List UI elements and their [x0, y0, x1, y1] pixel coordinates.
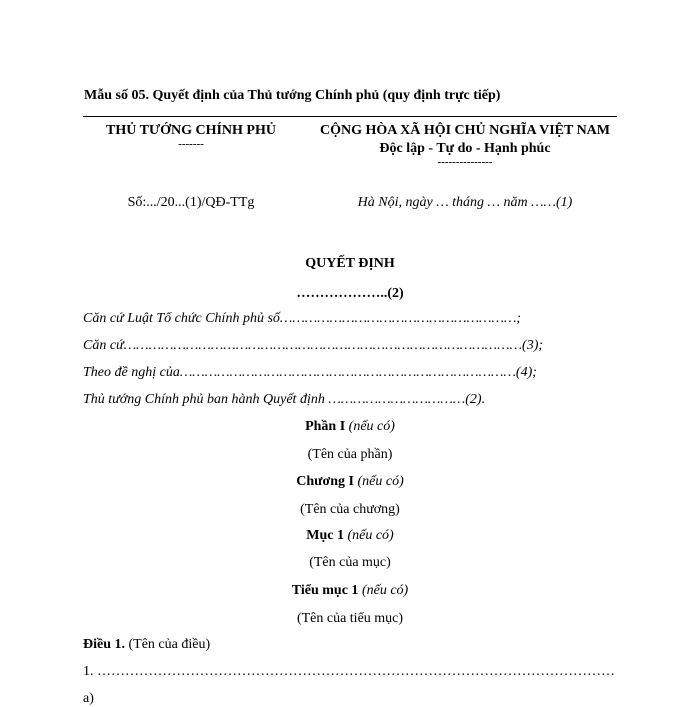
- part-name: (Tên của phần): [307, 447, 393, 462]
- article-1: [83, 637, 210, 653]
- subsection-name: (Tên của tiểu mục): [296, 611, 404, 626]
- subsection-label: Tiểu mục 1: [291, 583, 359, 598]
- legal-basis-line: Căn cứ……………………………………………………………………………………(3);: [83, 338, 544, 353]
- part-heading: [0, 419, 700, 435]
- legal-basis-line: Thủ tướng Chính phủ ban hành Quyết định ……………………………(2).: [83, 392, 486, 407]
- issuer-header: [84, 123, 298, 150]
- chapter-label: Chương I: [296, 474, 355, 489]
- decision-subject: ………………..(2): [296, 286, 404, 301]
- document-number: Số:.../20...(1)/QĐ-TTg: [127, 195, 255, 210]
- decision-title: QUYẾT ĐỊNH: [305, 256, 395, 271]
- point-a: a): [83, 691, 94, 706]
- article-label: Điều 1.: [83, 637, 125, 652]
- part-note: (nếu có): [348, 419, 395, 434]
- issuer-name: THỦ TƯỚNG CHÍNH PHỦ: [106, 123, 276, 138]
- state-motto: Độc lập - Tự do - Hạnh phúc: [379, 141, 551, 156]
- subsection-note: (nếu có): [361, 583, 409, 598]
- section-heading: [0, 528, 700, 544]
- clause-1: 1. …………………………………………………………………………………………………: [83, 664, 615, 679]
- title-divider: [83, 116, 617, 117]
- subsection-heading: [0, 583, 700, 599]
- section-name: (Tên của mục): [309, 555, 391, 570]
- section-note: (nếu có): [347, 528, 394, 543]
- section-label: Mục 1: [306, 528, 344, 543]
- state-name: CỘNG HÒA XÃ HỘI CHỦ NGHĨA VIỆT NAM: [319, 123, 610, 138]
- state-dash: ---------------: [437, 156, 493, 168]
- chapter-note: (nếu có): [357, 474, 404, 489]
- state-header: [300, 123, 630, 168]
- legal-basis-line: Theo đề nghị của………………………………………………………………………(4);: [83, 365, 537, 380]
- place-date: Hà Nội, ngày … tháng … năm ……(1): [357, 195, 573, 210]
- issuer-dash: -------: [178, 138, 204, 150]
- chapter-heading: [0, 474, 700, 490]
- legal-basis-line: Căn cứ Luật Tổ chức Chính phủ số…………………………………………………;: [83, 311, 522, 326]
- form-title: Mẫu số 05. Quyết định của Thủ tướng Chính phủ (quy định trực tiếp): [84, 88, 501, 103]
- article-name: (Tên của điều): [128, 637, 211, 652]
- part-label: Phần I: [305, 419, 346, 434]
- chapter-name: (Tên của chương): [300, 502, 400, 517]
